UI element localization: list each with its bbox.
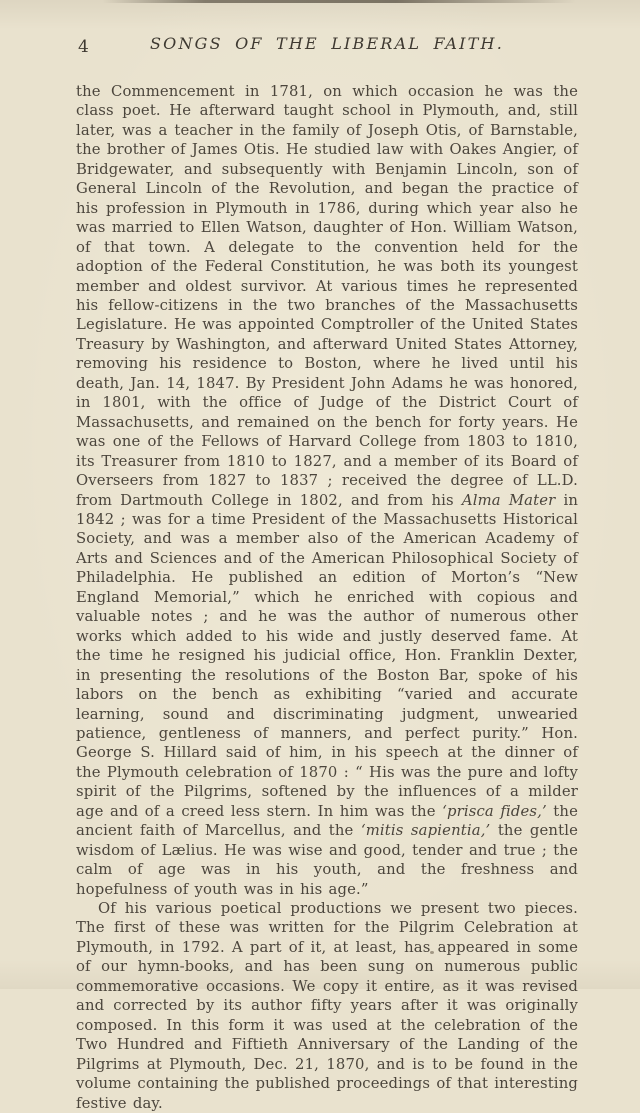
page-body <box>76 82 578 1113</box>
text-run: the ancient faith of Marcellus, and the <box>76 802 578 840</box>
italic-phrase: Alma Mater <box>461 491 556 509</box>
text-run: in 1842 ; was for a time President of the Massachusetts Historical Society, and was a member also of the American Academy of Arts and Sciences and of the American Philosophical Society of Philadelphia. He published an edition of Morton’s “New England Memorial,” which he enriched with copious and valuable notes ; and he was the author of numerous other works which added to his wide and justly deserved fame. At the time he resigned his judicial office, Hon. Franklin Dexter, in presenting the resolutions of the Boston Bar, spoke of his labors on the bench as exhibiting “varied and accurate learning, sound and discriminating judgment, unwearied patience, gentleness of manners, and perfect purity.” Hon. George S. Hillard said of him, in his speech at the dinner of the Plymouth celebration of 1870 : “ His was the pure and lofty spirit of the Pilgrims, softened by the influences of a milder age and of a creed less stern. In him was the <box>76 491 579 820</box>
scan-speck <box>430 951 434 954</box>
scan-edge-shadow <box>0 0 640 3</box>
paragraph <box>76 899 578 1113</box>
text-run: the Commencement in 1781, on which occasion he was the class poet. He afterward taught school in Plymouth, and, still later, was a teacher in the family of Joseph Otis, of Barnstable, the brother of James Otis. He studied law with Oakes Angier, of Bridgewater, and subsequently with Benjamin Lincoln, son of General Lincoln of the Revolution, and began the practice of his profession in Plymouth in 1786, during which year also he was married to Ellen Watson, daughter of Hon. William Watson, of that town. A delegate to the convention held for the adoption of the Federal Constitution, he was both its youngest member and oldest survivor. At various times he represented his fellow-citizens in the two branches of the Massachusetts Legislature. He was appointed Comptroller of the United States Treasury by Washington, and afterward United States Attorney, removing his residence to Boston, where he lived until his death, Jan. 14, 1847. By President John Adams he was honored, in 1801, with the office of Judge of the District Court of Massachusetts, and remained on the bench for forty years. He was one of the Fellows of Harvard College from 1803 to 1810, its Treasurer from 1810 to 1827, and a member of its Board of Overseers from 1827 to 1837 ; received the degree of LL.D. from Dartmouth College in 1802, and from his <box>76 83 578 509</box>
italic-phrase: ‘prisca fides,’ <box>442 802 547 820</box>
italic-phrase: ‘mitis sapientia,’ <box>360 822 491 840</box>
paragraph <box>76 82 578 899</box>
text-run: Of his various poetical productions we present two pieces. The first of these was written for the Pilgrim Celebration at Plymouth, in 1792. A part of it, at least, has appeared in some of our hymn-books, and has been sung on numerous public commemorative occasions. We copy it entire, as it was revised and corrected by its author fifty years after it was originally composed. In this form it was used at the celebration of the Two Hundred and Fiftieth Anniversary of the Landing of the Pilgrims at Plymouth, Dec. 21, 1870, and is to be found in the volume containing the published proceedings of that interesting festive day. <box>76 900 578 1112</box>
page-number: 4 <box>78 37 89 57</box>
running-header <box>76 34 578 58</box>
running-header-title: SONGS OF THE LIBERAL FAITH. <box>150 34 504 53</box>
text-run: the gentle wisdom of Lælius. He was wise and good, tender and true ; the calm of age was in his youth, and the freshness and hopefulness of youth was in his age.” <box>76 822 578 898</box>
